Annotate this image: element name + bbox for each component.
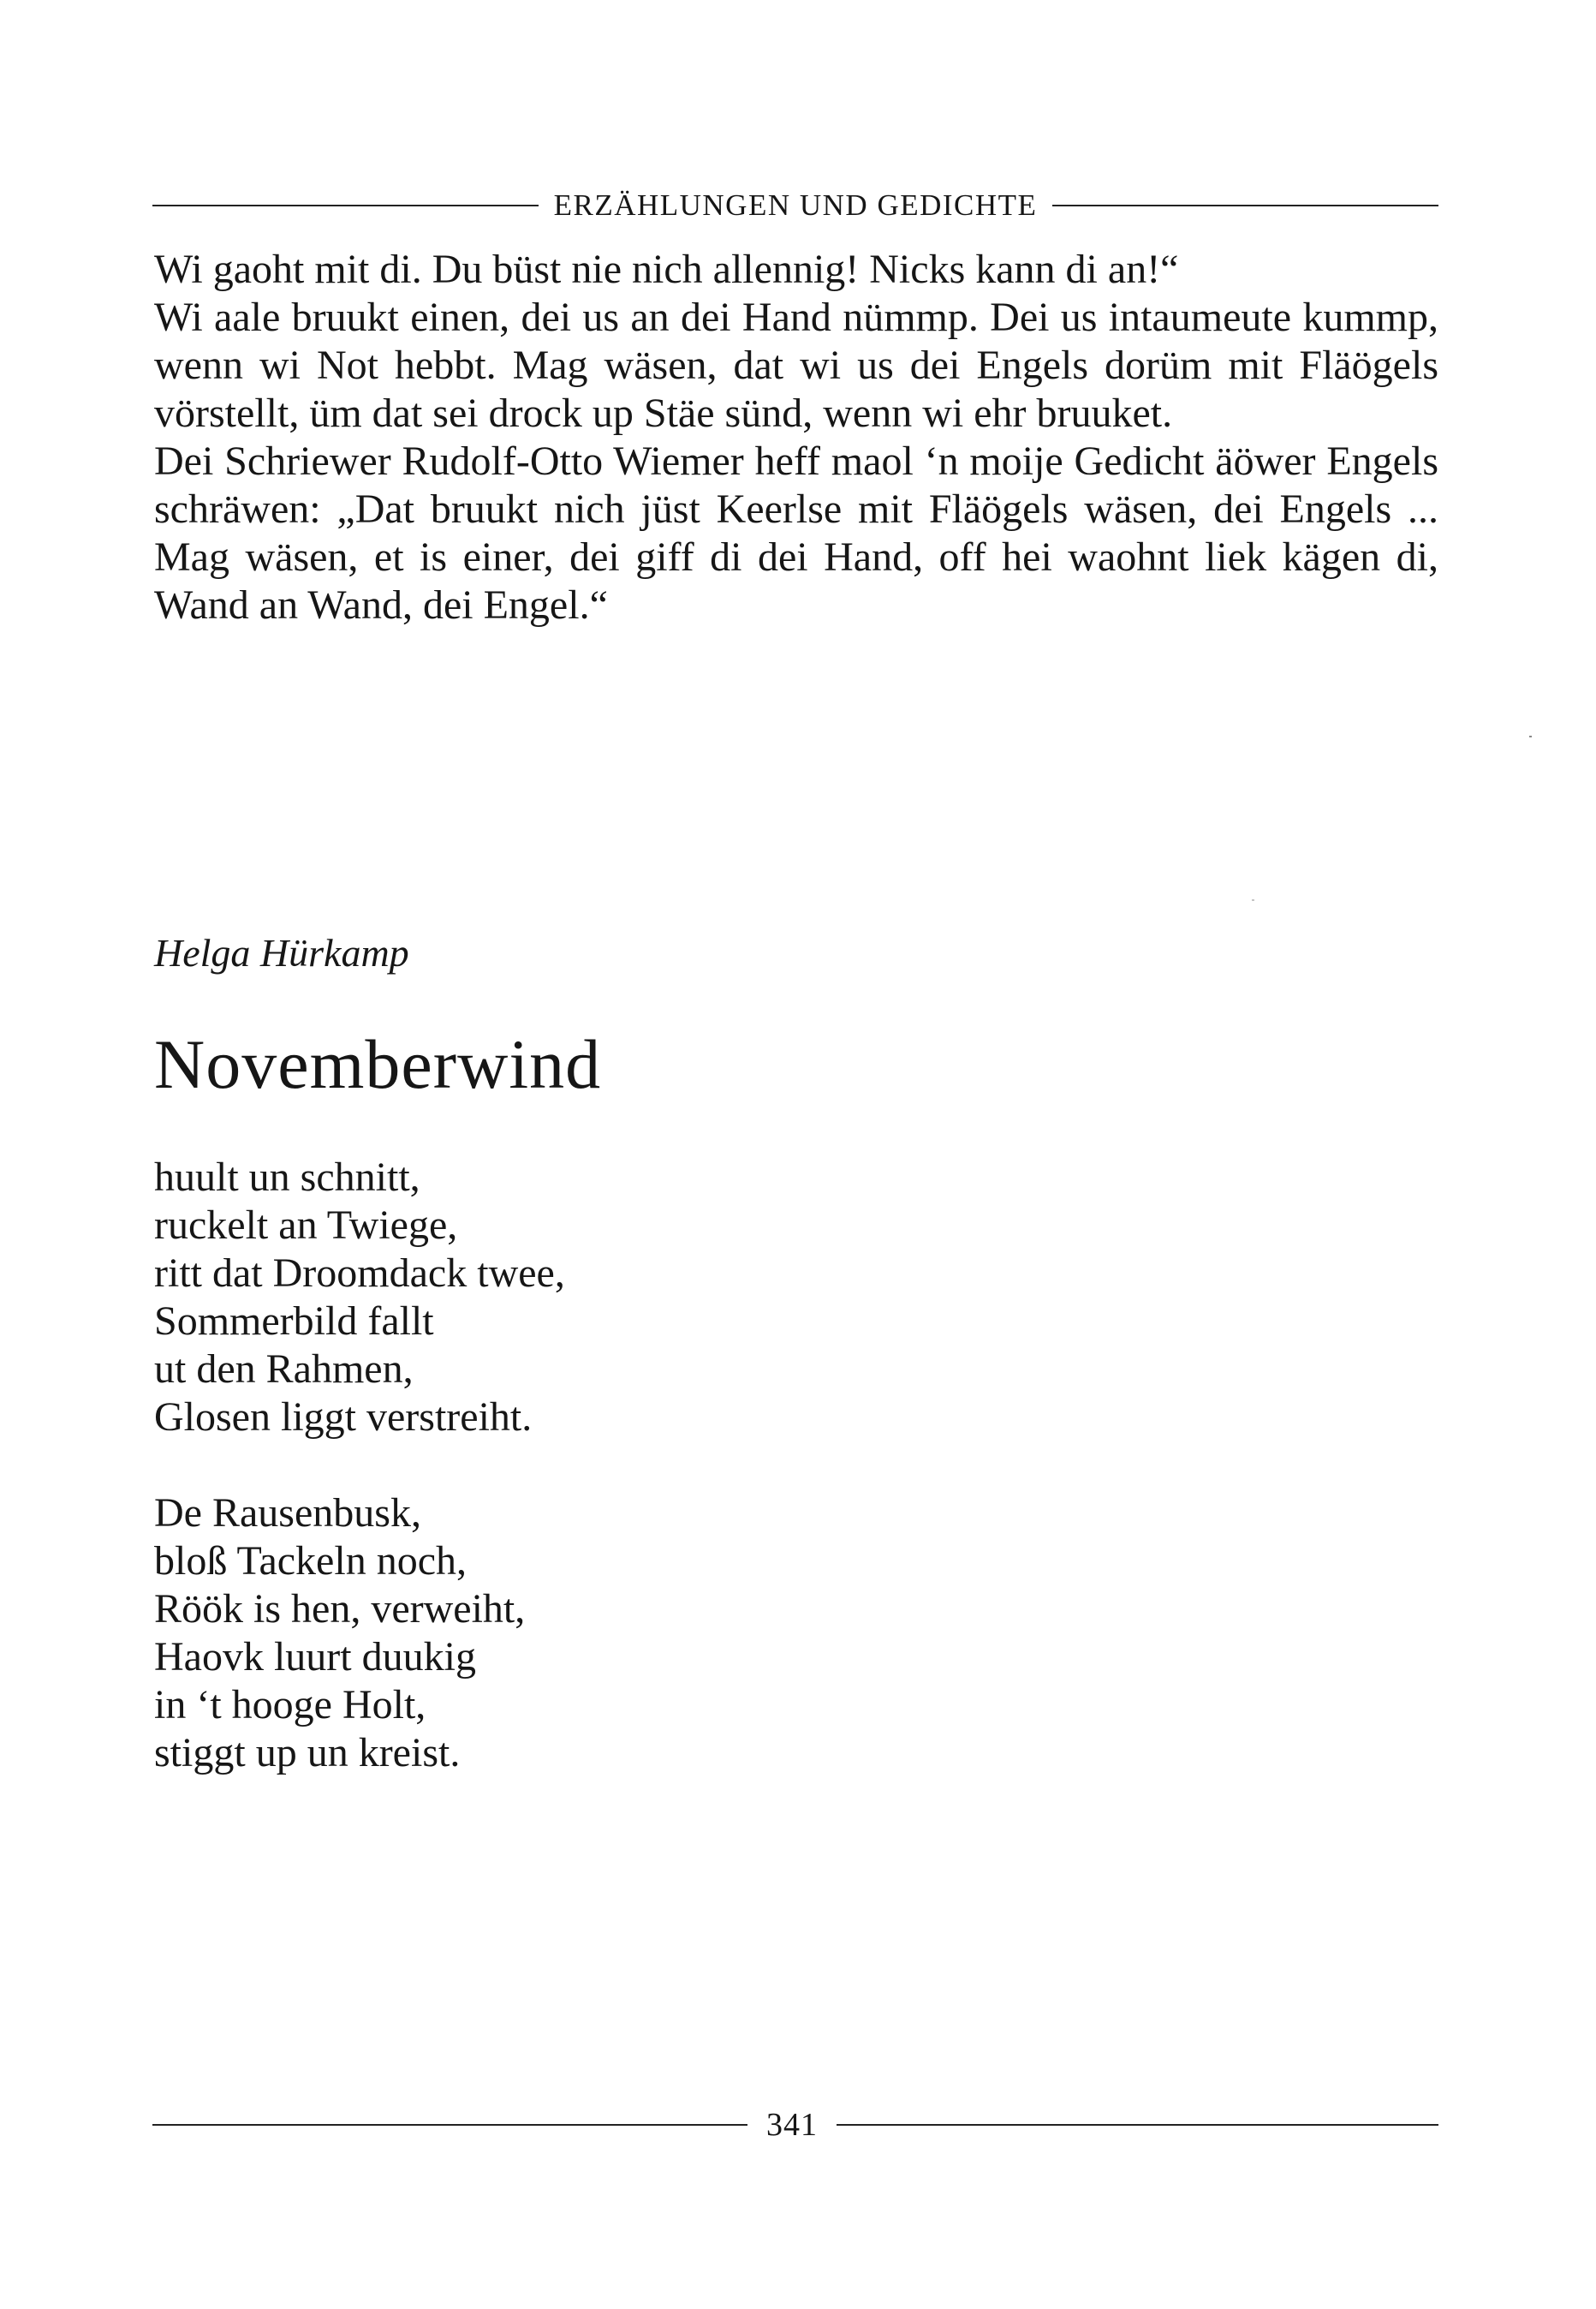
scan-speck: [1252, 899, 1254, 901]
header-rule-right: [1052, 205, 1438, 206]
paragraph: Dei Schriewer Rudolf-Otto Wiemer heff maol ‘n moije Gedicht äöwer Engels schräwen: „Dat bruukt nich jüst Keerlse mit Fläögels wäsen, dei Engels ... Mag wäsen, et is einer, dei giff di dei Hand, off hei waohnt liek kägen di, Wand an Wand, dei Engel.“: [154, 439, 1438, 628]
poem-line: Haovk luurt duukig: [154, 1634, 476, 1680]
poem-line: huult un schnitt,: [154, 1154, 420, 1200]
page-footer: [152, 2101, 1438, 2149]
prose-text: [154, 246, 1438, 629]
poem-title: Novemberwind: [154, 1025, 602, 1103]
poem-body: [154, 1154, 565, 1825]
poem-author: Helga Hürkamp: [154, 931, 409, 975]
poem-line: ut den Rahmen,: [154, 1346, 414, 1392]
poem-line: bloß Tackeln noch,: [154, 1538, 467, 1584]
running-header: [152, 182, 1438, 230]
poem-line: Röök is hen, verweiht,: [154, 1586, 526, 1632]
paragraph: Wi gaoht mit di. Du büst nie nich allennig! Nicks kann di an!“: [154, 247, 1179, 292]
footer-rule-left: [152, 2124, 747, 2126]
running-header-title: ERZÄHLUNGEN UND GEDICHTE: [553, 188, 1038, 222]
poem-line: ruckelt an Twiege,: [154, 1202, 458, 1248]
footer-rule-right: [837, 2124, 1438, 2126]
poem-stanza: [154, 1489, 565, 1777]
poem-line: De Rausenbusk,: [154, 1490, 421, 1536]
poem-line: ritt dat Droomdack twee,: [154, 1250, 565, 1296]
poem-line: Sommerbild fallt: [154, 1298, 434, 1344]
poem-line: Glosen liggt verstreiht.: [154, 1394, 533, 1440]
poem-line: stiggt up un kreist.: [154, 1730, 461, 1775]
poem-line: in ‘t hooge Holt,: [154, 1682, 426, 1727]
scan-speck: [1529, 736, 1532, 737]
paragraph: Wi aale bruukt einen, dei us an dei Hand nümmp. Dei us intaumeute kummp, wenn wi Not hebbt. Mag wäsen, dat wi us dei Engels dorüm mit Fläögels vörstellt, üm dat sei drock up Stäe sünd, wenn wi ehr bruuket.: [154, 295, 1438, 436]
poem-stanza: [154, 1154, 565, 1441]
header-rule-left: [152, 205, 539, 206]
page-number: 341: [766, 2107, 818, 2143]
